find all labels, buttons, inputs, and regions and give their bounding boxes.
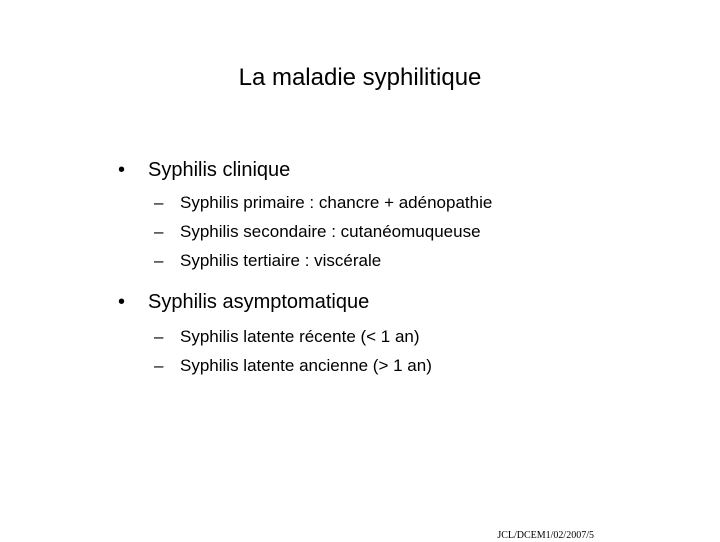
list-item-text: Syphilis tertiaire : viscérale (180, 251, 382, 270)
dash-icon: – (154, 356, 164, 375)
section-syphilis-clinique (118, 154, 492, 275)
list-item-text: Syphilis secondaire : cutanéomuqueuse (180, 222, 481, 241)
section-heading (118, 286, 432, 318)
bullet-icon: • (118, 291, 126, 313)
section-label: Syphilis clinique (148, 159, 291, 181)
dash-icon: – (154, 327, 164, 346)
list-item (154, 246, 492, 275)
list-item-text: Syphilis primaire : chancre + adénopathie (180, 193, 493, 212)
list-item (154, 351, 432, 380)
dash-icon: – (154, 222, 164, 241)
section-syphilis-asymptomatique (118, 286, 432, 380)
dash-icon: – (154, 193, 164, 212)
section-heading (118, 154, 492, 186)
bullet-icon: • (118, 159, 126, 181)
list-item (154, 188, 492, 217)
section-label: Syphilis asymptomatique (148, 291, 370, 313)
slide-title: La maladie syphilitique (238, 64, 482, 91)
list-item (154, 322, 432, 351)
slide-footer-reference: JCL/DCEM1/02/2007/5 (497, 530, 594, 541)
list-item-text: Syphilis latente ancienne (> 1 an) (180, 356, 432, 375)
list-item-text: Syphilis latente récente (< 1 an) (180, 327, 420, 346)
list-item (154, 217, 492, 246)
dash-icon: – (154, 251, 164, 270)
